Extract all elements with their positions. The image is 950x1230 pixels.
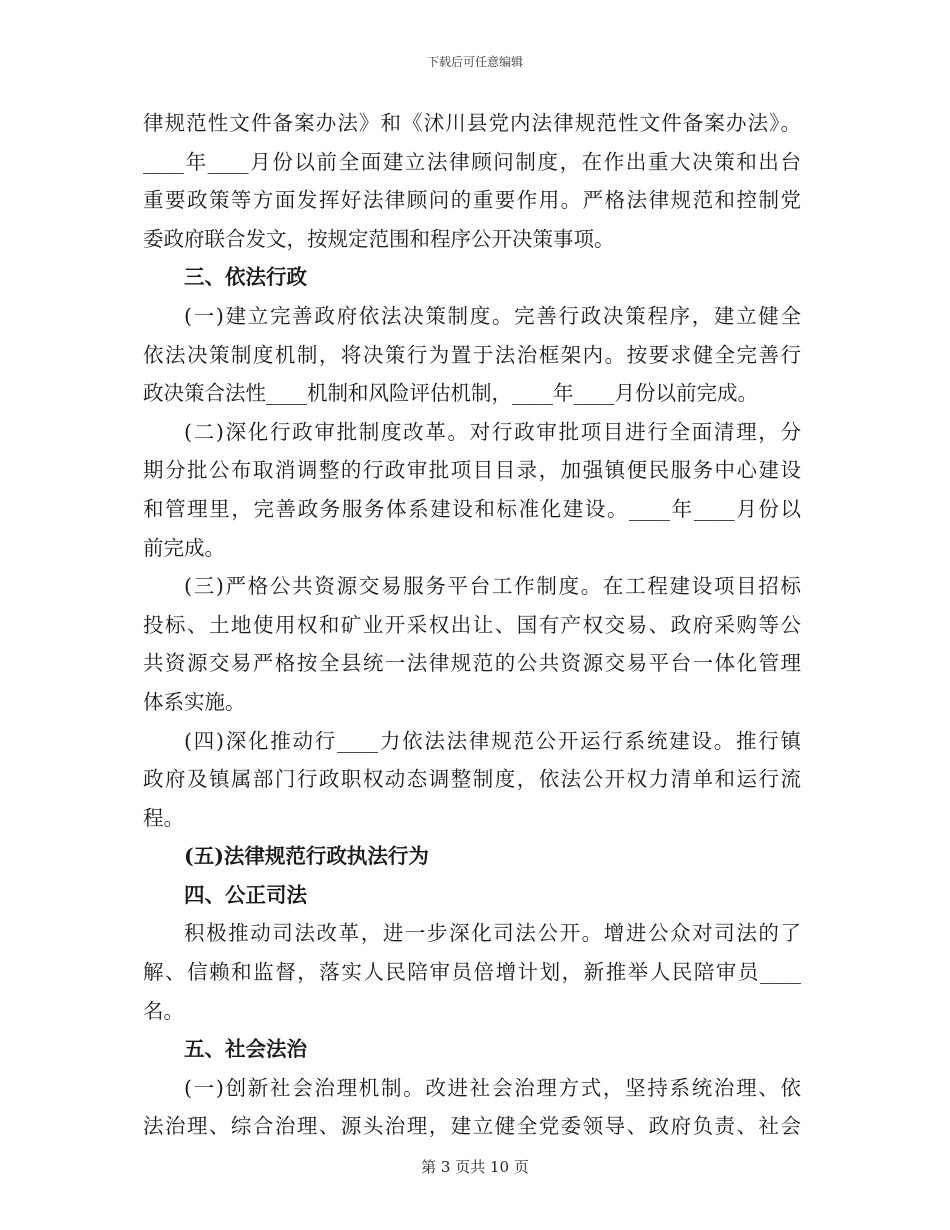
paragraph-line: 前完成。 (143, 535, 225, 560)
paragraph-line: 解、信赖和监督，落实人民陪审员倍增计划，新推举人民陪审员____ (143, 960, 801, 985)
paragraph-line: 依法决策制度机制，将决策行为置于法治框架内。按要求健全完善行 (143, 342, 801, 367)
paragraph-line: 名。 (143, 998, 184, 1023)
paragraph-line: (一)建立完善政府依法决策制度。完善行政决策程序，建立健全 (184, 303, 801, 328)
paragraph-line: 和管理里，完善政务服务体系建设和标准化建设。____年____月份以 (143, 496, 801, 521)
section-heading: 三、依法行政 (184, 265, 307, 290)
document-body (143, 104, 801, 1146)
paragraph-line: 共资源交易严格按全县统一法律规范的公共资源交易平台一体化管理 (143, 651, 801, 676)
paragraph-line: (三)严格公共资源交易服务平台工作制度。在工程建设项目招标 (184, 574, 801, 599)
paragraph-line: 期分批公布取消调整的行政审批项目目录，加强镇便民服务中心建设 (143, 458, 801, 483)
paragraph-line: 委政府联合发文，按规定范围和程序公开决策事项。 (143, 226, 615, 251)
paragraph-line: 政决策合法性____机制和风险评估机制，____年____月份以前完成。 (143, 381, 758, 406)
paragraph-line: 积极推动司法改革，进一步深化司法公开。增进公众对司法的了 (184, 921, 801, 946)
paragraph-line: 政府及镇属部门行政职权动态调整制度，依法公开权力清单和运行流 (143, 767, 801, 792)
paragraph-line: 重要政策等方面发挥好法律顾问的重要作用。严格法律规范和控制党 (143, 188, 801, 213)
paragraph-line: (一)创新社会治理机制。改进社会治理方式，坚持系统治理、依 (184, 1075, 801, 1100)
page-footer: 第 3 页共 10 页 (421, 1158, 529, 1176)
section-heading: 五、社会法治 (184, 1037, 307, 1062)
paragraph-line: ____年____月份以前全面建立法律顾问制度，在作出重大决策和出台 (143, 149, 801, 174)
paragraph-line: 法治理、综合治理、源头治理，建立健全党委领导、政府负责、社会 (143, 1114, 801, 1139)
paragraph-line: (二)深化行政审批制度改革。对行政审批项目进行全面清理，分 (184, 419, 801, 444)
paragraph-line: 投标、土地使用权和矿业开采权出让、国有产权交易、政府采购等公 (143, 612, 801, 637)
paragraph-line: 程。 (143, 805, 184, 830)
paragraph-line: 体系实施。 (143, 689, 246, 714)
paragraph-line: 律规范性文件备案办法》和《沭川县党内法律规范性文件备案办法》。 (143, 111, 801, 135)
page-header: 下载后可任意编辑 (426, 55, 523, 69)
subsection-heading: (五)法律规范行政执法行为 (184, 844, 429, 869)
section-heading: 四、公正司法 (184, 882, 307, 907)
paragraph-line: (四)深化推动行____力依法法律规范公开运行系统建设。推行镇 (184, 728, 801, 753)
